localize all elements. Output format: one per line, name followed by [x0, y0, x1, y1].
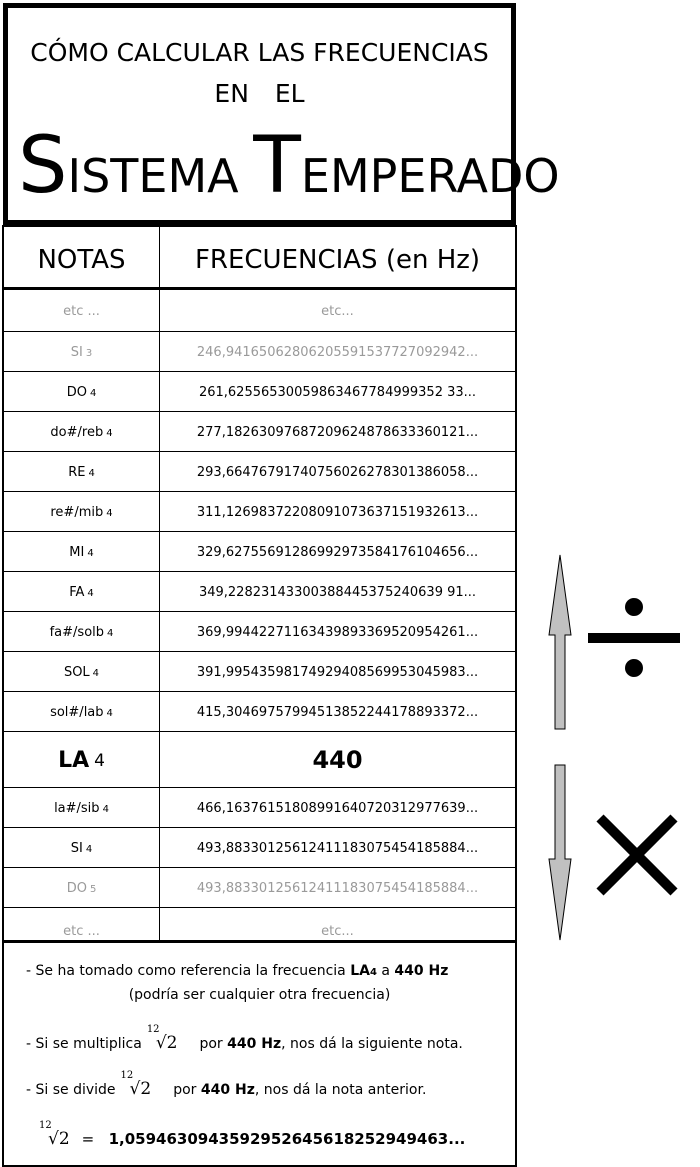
note-octave: 4: [89, 387, 97, 399]
frequency-cell: 391,99543598174929408569953045983...: [196, 664, 479, 680]
note-divide-hz: 440 Hz: [200, 1082, 255, 1098]
note-multiply-hz: 440 Hz: [227, 1036, 282, 1052]
title-initial-t: T: [253, 121, 301, 211]
down-arrow-icon: [546, 764, 574, 942]
table-row: [4, 612, 515, 652]
note-reference-octave: 4: [369, 967, 377, 978]
note-name: DO: [66, 880, 87, 896]
frequency-cell: 493,88330125612411183075454185884...: [196, 880, 479, 896]
result-equals: =: [81, 1130, 95, 1148]
table-row: [4, 652, 515, 692]
table-row: [4, 290, 515, 332]
note-name: SI: [70, 840, 83, 856]
note-name: DO: [66, 384, 87, 400]
root-radicand: 2: [166, 1033, 178, 1053]
title-word-temperado: EMPERADO: [300, 149, 560, 203]
note-name: RE: [68, 464, 86, 480]
note-name: re#/mib: [50, 504, 104, 520]
note-octave: 4: [106, 507, 113, 519]
note-octave: 4: [92, 667, 100, 679]
note-multiply-end: , nos dá la siguiente nota.: [281, 1036, 463, 1052]
table-row: [4, 452, 515, 492]
table-row: [4, 332, 515, 372]
note-name: SOL: [63, 664, 90, 680]
note-divide-text: - Si se divide: [26, 1082, 116, 1098]
note-multiply-text: - Si se multiplica: [26, 1036, 142, 1052]
note-cell: [4, 532, 159, 572]
note-octave: 4: [102, 803, 109, 815]
title-word-sistema: ISTEMA: [67, 149, 239, 203]
multiply-icon: [594, 812, 680, 898]
root-index: 12: [146, 1024, 160, 1035]
divide-icon: [586, 597, 682, 679]
note-result: [39, 1120, 466, 1149]
note-cell: [4, 652, 159, 692]
note-reference-mid: a: [376, 963, 395, 979]
note-name: MI: [69, 544, 85, 560]
header-notas: NOTAS: [37, 245, 126, 275]
title-line-3: [18, 121, 560, 216]
frequency-cell: 369,99442271163439893369520954261...: [196, 624, 479, 640]
root-12-of-2: 12 √2: [120, 1070, 152, 1099]
note-divide: [26, 1070, 427, 1099]
note-name: etc ...: [63, 303, 100, 319]
note-name: etc ...: [63, 923, 100, 939]
root-radicand: 2: [58, 1129, 70, 1149]
root-12-of-2: 12 √2: [39, 1120, 70, 1149]
note-reference-line2: (podría ser cualquier otra frecuencia): [128, 987, 391, 1003]
note-divide-por: por: [173, 1082, 201, 1098]
note-name: LA: [58, 747, 90, 773]
title-initial-s: S: [18, 121, 68, 211]
note-octave: 4: [94, 751, 105, 771]
note-cell: [4, 452, 159, 492]
note-reference-hz: 440 Hz: [394, 963, 449, 979]
table-row: [4, 868, 515, 908]
note-cell: [4, 412, 159, 452]
note-octave: 4: [106, 707, 113, 719]
note-cell: [4, 290, 159, 332]
note-cell: [4, 732, 159, 788]
note-name: fa#/solb: [49, 624, 105, 640]
table-row: [4, 492, 515, 532]
note-octave: 4: [107, 627, 114, 639]
note-cell: [4, 828, 159, 868]
note-octave: 4: [87, 547, 94, 559]
note-cell: [4, 692, 159, 732]
note-cell: [4, 492, 159, 532]
frequency-cell: 349,22823143300388445375240639 91...: [198, 584, 477, 600]
frequency-cell: 415,30469757994513852244178893372...: [196, 704, 479, 720]
title-line-2: EN EL: [214, 79, 305, 108]
table-header: [4, 227, 515, 287]
note-cell: [4, 372, 159, 412]
frequency-cell: 261,62556530059863467784999352 33...: [198, 384, 477, 400]
note-name: FA: [69, 584, 85, 600]
note-cell: [4, 868, 159, 908]
root-12-of-2: 12 √2: [146, 1024, 178, 1053]
note-octave: 4: [106, 427, 113, 439]
header-frecuencias: FRECUENCIAS (en Hz): [194, 245, 481, 275]
note-cell: [4, 572, 159, 612]
title-line-1: CÓMO CALCULAR LAS FRECUENCIAS: [30, 38, 489, 67]
notes-box: [2, 940, 517, 1167]
note-reference-la: LA: [350, 963, 370, 979]
note-name: do#/reb: [50, 424, 104, 440]
frequency-table: [2, 225, 517, 943]
table-row: [4, 732, 515, 788]
note-multiply-por: por: [199, 1036, 228, 1052]
frequency-cell: 440: [312, 746, 363, 774]
note-cell: [4, 612, 159, 652]
note-octave: 5: [89, 883, 97, 895]
note-divide-end: , nos dá la nota anterior.: [254, 1082, 427, 1098]
table-row: [4, 532, 515, 572]
frequency-cell: 466,16376151808991640720312977639...: [196, 800, 479, 816]
note-reference-text: - Se ha tomado como referencia la frecuencia: [26, 963, 351, 979]
note-name: sol#/lab: [50, 704, 104, 720]
frequency-cell: etc...: [321, 923, 354, 939]
note-name: SI: [70, 344, 83, 360]
table-row: [4, 572, 515, 612]
note-reference: [26, 963, 448, 979]
up-arrow-icon: [546, 553, 574, 731]
frequency-cell: 329,62755691286992973584176104656...: [196, 544, 479, 560]
note-octave: 4: [85, 843, 93, 855]
table-row: [4, 788, 515, 828]
frequency-cell: etc...: [321, 303, 354, 319]
result-value: 1,0594630943592952645618252949463...: [108, 1130, 466, 1148]
root-radicand: 2: [140, 1079, 152, 1099]
frequency-cell: 493,88330125612411183075454185884...: [196, 840, 479, 856]
table-row: [4, 692, 515, 732]
root-index: 12: [120, 1070, 134, 1081]
frequency-cell: 246,94165062806205591537727092942...: [196, 344, 479, 360]
frequency-cell: 311,12698372208091073637151932613...: [196, 504, 479, 520]
note-cell: [4, 332, 159, 372]
table-row: [4, 412, 515, 452]
note-octave: 3: [85, 347, 93, 359]
frequency-cell: 293,66476791740756026278301386058...: [196, 464, 479, 480]
note-octave: 4: [88, 467, 95, 479]
note-octave: 4: [87, 587, 94, 599]
root-index: 12: [39, 1120, 52, 1131]
note-name: la#/sib: [54, 800, 100, 816]
title-box: [3, 3, 560, 225]
note-cell: [4, 788, 159, 828]
frequency-cell: 277,18263097687209624878633360121...: [196, 424, 479, 440]
table-row: [4, 372, 515, 412]
note-multiply: [26, 1024, 463, 1053]
table-row: [4, 828, 515, 868]
